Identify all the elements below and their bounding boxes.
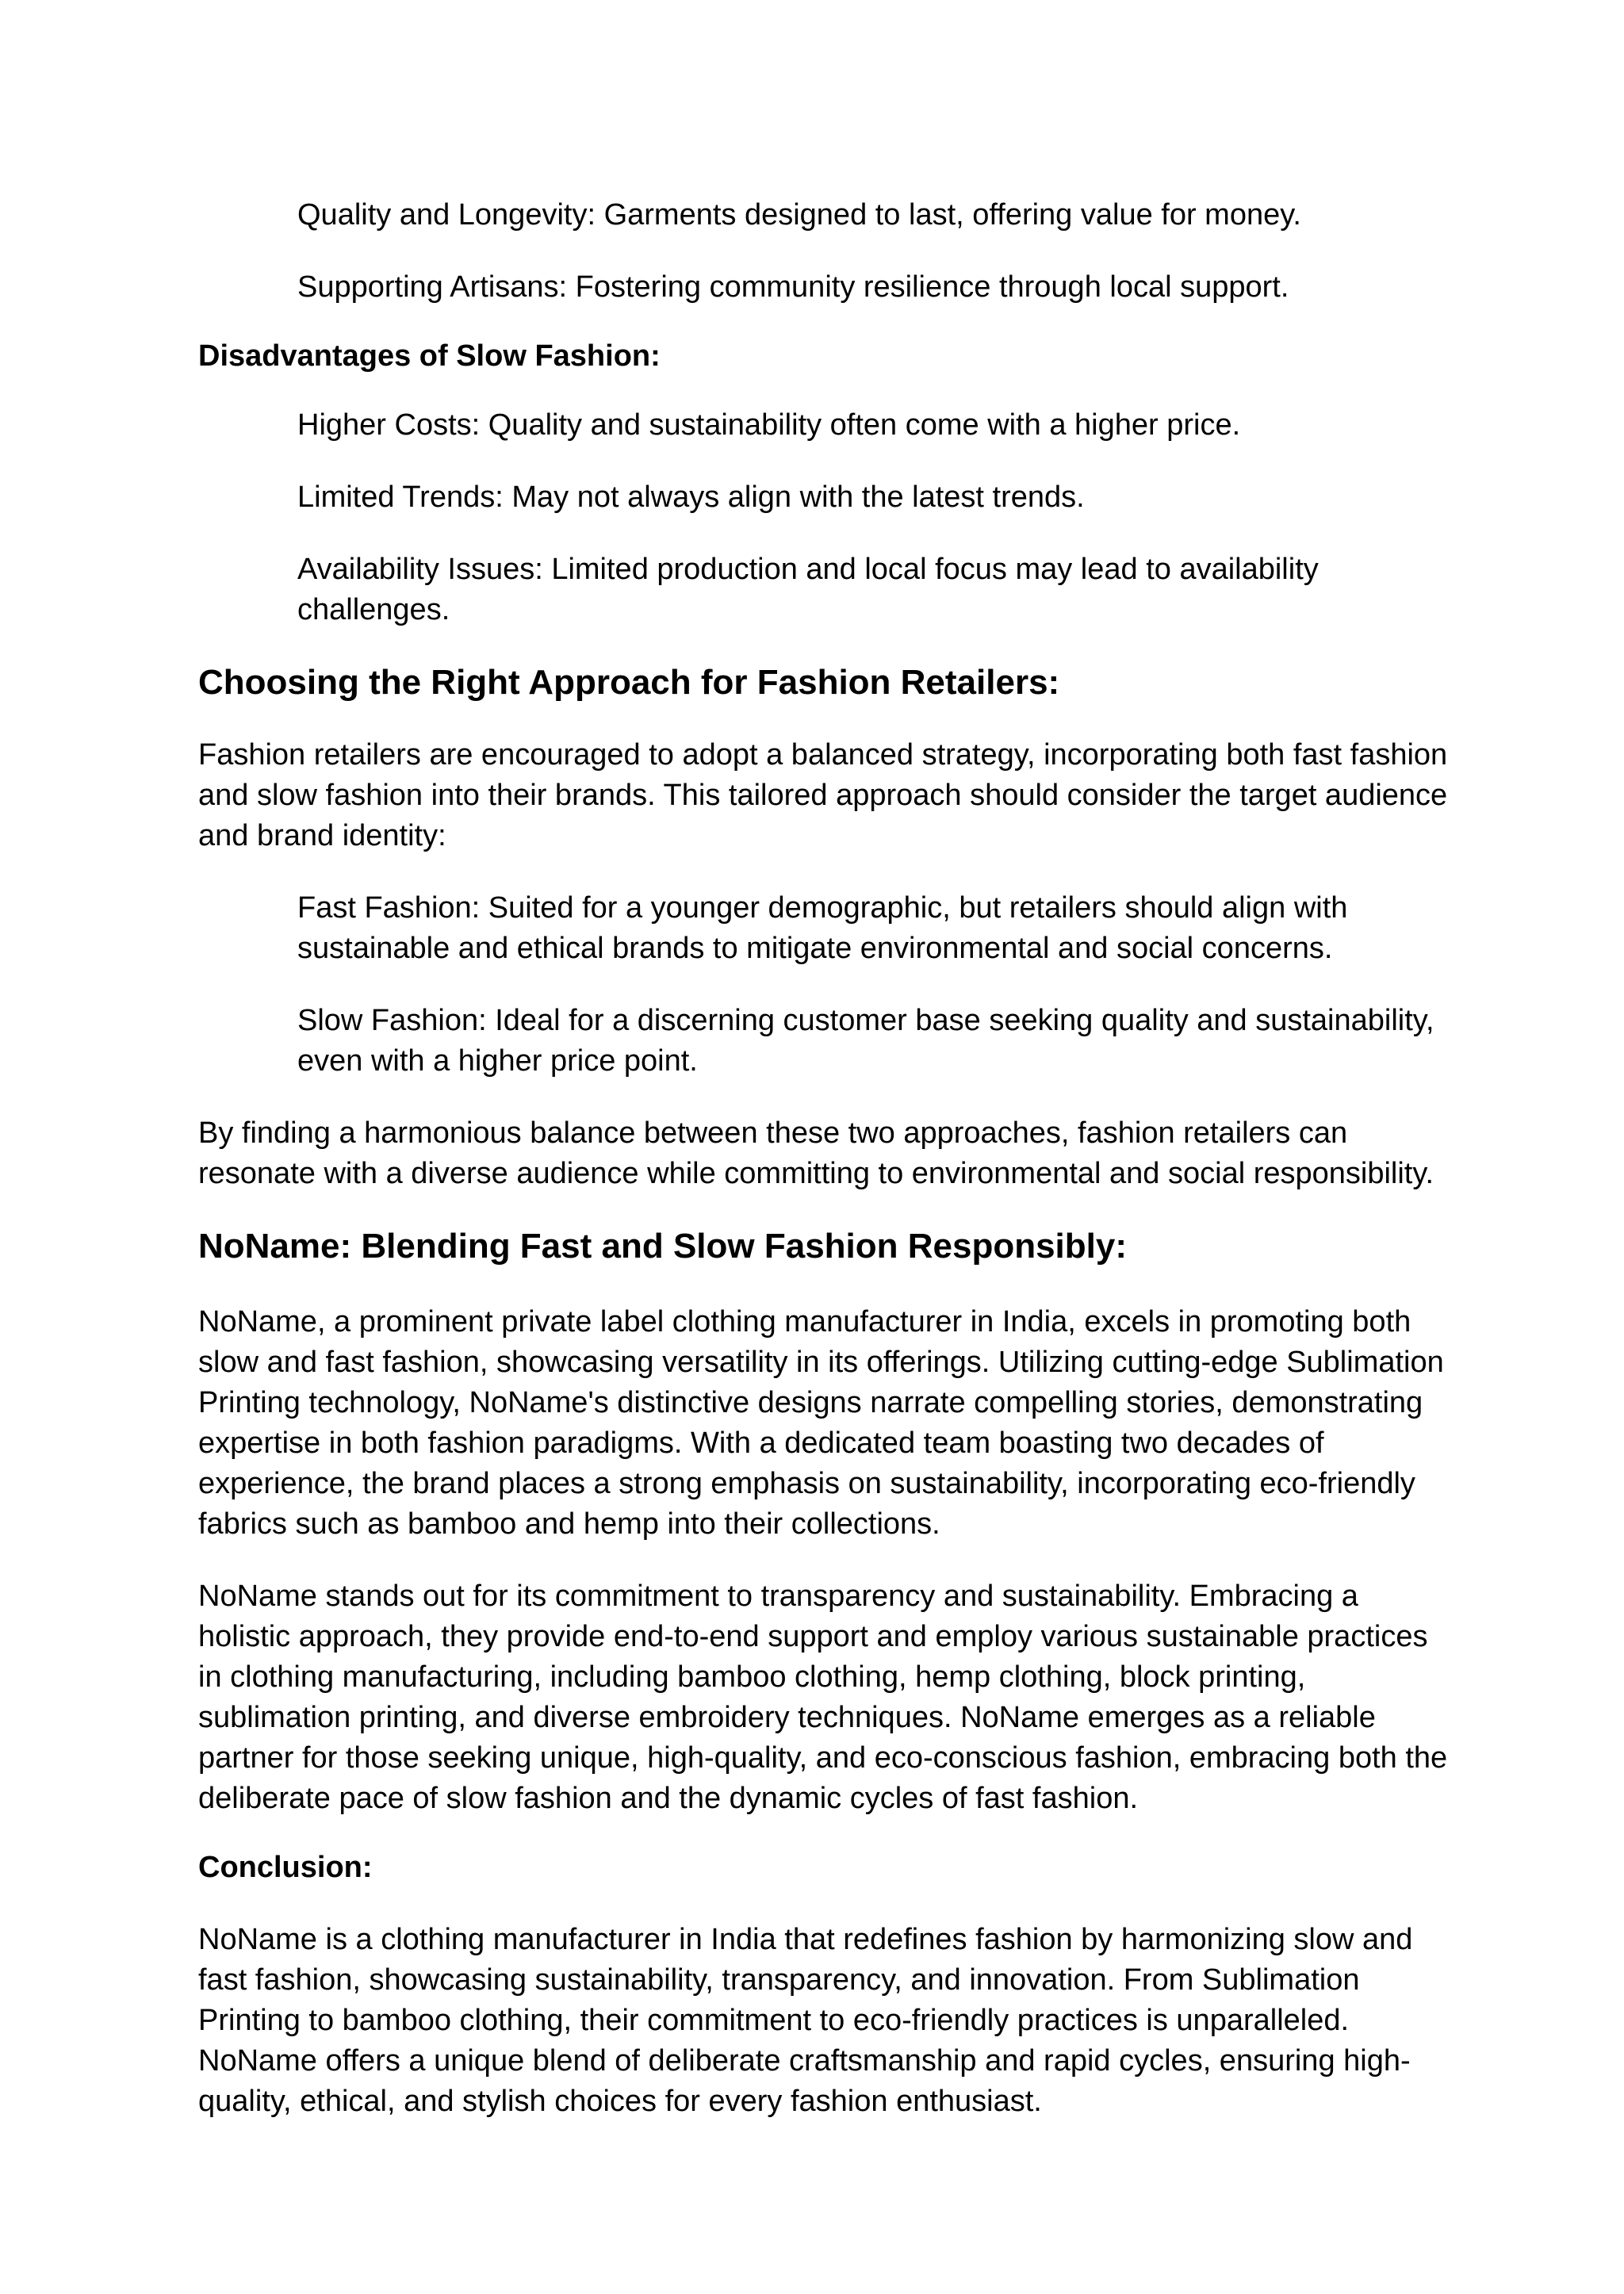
disadvantage-limited-trends: Limited Trends: May not always align with the latest trends.	[297, 481, 1085, 514]
advantage-supporting-artisans: Supporting Artisans: Fostering community resilience through local support.	[297, 270, 1289, 304]
advantage-quality-longevity: Quality and Longevity: Garments designed to last, offering value for money.	[297, 198, 1301, 232]
conclusion-heading: Conclusion:	[198, 1851, 373, 1884]
document-page	[198, 195, 1451, 2122]
disadvantages-heading: Disadvantages of Slow Fashion:	[198, 339, 661, 373]
disadvantage-higher-costs: Higher Costs: Quality and sustainability often come with a higher price.	[297, 408, 1241, 442]
disadvantage-availability-issues: Availability Issues: Limited production and local focus may lead to availability challenges.	[297, 553, 1319, 626]
noname-paragraph-2: NoName stands out for its commitment to transparency and sustainability. Embracing a holistic approach, they provide end-to-end support and employ various sustainable practices in clothing manufacturing, including bamboo clothing, hemp clothing, block printing, sublimation printing, and diverse embroidery techniques. NoName emerges as a reliable partner for those seeking unique, high-quality, and eco-conscious fashion, embracing both the deliberate pace of slow fashion and the dynamic cycles of fast fashion.	[198, 1580, 1448, 1815]
noname-heading: NoName: Blending Fast and Slow Fashion Responsibly:	[198, 1227, 1128, 1266]
choosing-heading: Choosing the Right Approach for Fashion Retailers:	[198, 663, 1060, 702]
choosing-outro: By finding a harmonious balance between these two approaches, fashion retailers can resonate with a diverse audience while committing to environmental and social responsibility.	[198, 1116, 1434, 1190]
choosing-intro: Fashion retailers are encouraged to adopt a balanced strategy, incorporating both fast fashion and slow fashion into their brands. This tailored approach should consider the target audience and brand identity:	[198, 738, 1448, 852]
noname-paragraph-1: NoName, a prominent private label clothing manufacturer in India, excels in promoting both slow and fast fashion, showcasing versatility in its offerings. Utilizing cutting-edge Sublimation Printing technology, NoName's distinctive designs narrate compelling stories, demonstrating expertise in both fashion paradigms. With a dedicated team boasting two decades of experience, the brand places a strong emphasis on sustainability, incorporating eco-friendly fabrics such as bamboo and hemp into their collections.	[198, 1305, 1444, 1541]
choosing-slow-fashion: Slow Fashion: Ideal for a discerning customer base seeking quality and sustainability, even with a higher price point.	[297, 1004, 1434, 1078]
choosing-fast-fashion: Fast Fashion: Suited for a younger demographic, but retailers should align with sustainable and ethical brands to mitigate environmental and social concerns.	[297, 891, 1348, 965]
conclusion-text: NoName is a clothing manufacturer in India that redefines fashion by harmonizing slow and fast fashion, showcasing sustainability, transparency, and innovation. From Sublimation Printing to bamboo clothing, their commitment to eco-friendly practices is unparalleled. NoName offers a unique blend of deliberate craftsmanship and rapid cycles, ensuring high-quality, ethical, and stylish choices for every fashion enthusiast.	[198, 1923, 1413, 2118]
